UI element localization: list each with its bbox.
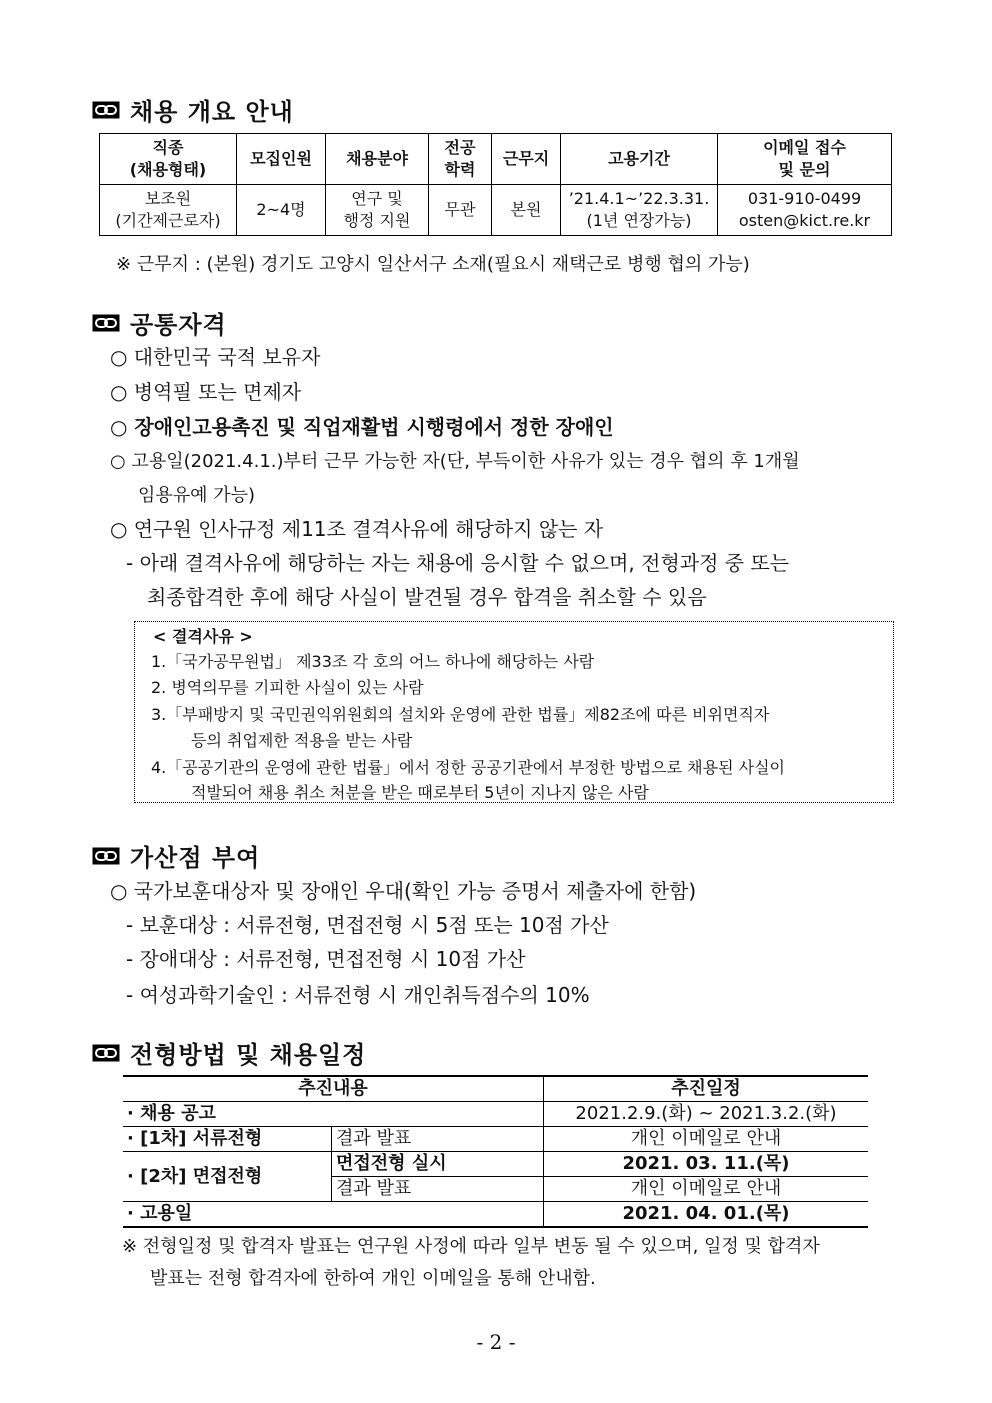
header-contact: 이메일 접수 및 문의 xyxy=(718,134,892,185)
header-location: 근무지 xyxy=(492,134,561,185)
cell-contact: 031-910-0499 osten@kict.re.kr xyxy=(718,185,892,236)
qual-item-cont: 임용유예 가능) xyxy=(138,485,256,506)
schedule-row-sub: 결과 발표 xyxy=(332,1177,544,1202)
bonus-subitem: - 보훈대상 : 서류전형, 면접전형 시 5점 또는 10점 가산 xyxy=(126,913,609,937)
box-line: 4.「공공기관의 운영에 관한 법률」에서 정한 공공기관에서 부정한 방법으로 채용된 사실이 xyxy=(151,758,785,777)
cell-major: 무관 xyxy=(429,185,492,236)
qual-subitem-cont: 최종합격한 후에 해당 사실이 발견될 경우 합격을 취소할 수 있음 xyxy=(147,585,707,609)
link-icon xyxy=(92,314,120,332)
overview-note: ※ 근무지 : (본원) 경기도 고양시 일산서구 소재(필요시 재택근로 병행 협의 가능) xyxy=(116,254,750,275)
link-icon xyxy=(92,1044,120,1062)
qual-item: ○ 병역필 또는 면제자 xyxy=(110,380,302,404)
schedule-row-date: 2021. 03. 11.(목) xyxy=(544,1152,869,1177)
header-count: 모집인원 xyxy=(237,134,326,185)
overview-table xyxy=(99,133,892,236)
bonus-subitem: - 여성과학기술인 : 서류전형 시 개인취득점수의 10% xyxy=(126,983,590,1007)
qual-item: ○ 장애인고용촉진 및 직업재활법 시행령에서 정한 장애인 xyxy=(110,415,614,439)
box-title: < 결격사유 > xyxy=(153,627,253,646)
schedule-header-content: 추진내용 xyxy=(123,1076,544,1102)
link-icon xyxy=(92,847,120,865)
cell-period: ’21.4.1~’22.3.31. (1년 연장가능) xyxy=(561,185,718,236)
bonus-item: ○ 국가보훈대상자 및 장애인 우대(확인 가능 증명서 제출자에 한함) xyxy=(110,879,697,903)
link-icon xyxy=(92,101,120,119)
cell-count: 2~4명 xyxy=(237,185,326,236)
section-qualifications-heading: 공통자격 xyxy=(92,305,227,340)
bonus-subitem: - 장애대상 : 서류전형, 면접전형 시 10점 가산 xyxy=(126,947,526,971)
header-period: 고용기간 xyxy=(561,134,718,185)
schedule-row-date: 개인 이메일로 안내 xyxy=(544,1177,869,1202)
qual-item: ○ 연구원 인사규정 제11조 결격사유에 해당하지 않는 자 xyxy=(110,517,604,541)
qual-subitem: - 아래 결격사유에 해당하는 자는 채용에 응시할 수 없으며, 전형과정 중 또는 xyxy=(126,551,790,575)
schedule-row-date: 개인 이메일로 안내 xyxy=(544,1127,869,1152)
schedule-row-label: · 채용 공고 xyxy=(123,1102,544,1127)
schedule-row-sub: 결과 발표 xyxy=(332,1127,544,1152)
header-major: 전공 학력 xyxy=(429,134,492,185)
section-schedule-heading: 전형방법 및 채용일정 xyxy=(92,1035,366,1070)
schedule-row-label: · 고용일 xyxy=(123,1202,544,1228)
header-field: 채용분야 xyxy=(326,134,429,185)
section-bonus-heading: 가산점 부여 xyxy=(92,838,260,873)
cell-field: 연구 및 행정 지원 xyxy=(326,185,429,236)
schedule-row-date: 2021.2.9.(화) ~ 2021.3.2.(화) xyxy=(544,1102,869,1127)
box-line: 3.「부패방지 및 국민권익위원회의 설치와 운영에 관한 법률」제82조에 따른 비위면직자 xyxy=(151,705,770,724)
section-overview-heading: 채용 개요 안내 xyxy=(92,92,294,127)
schedule-note-cont: 발표는 전형 합격자에 한하여 개인 이메일을 통해 안내함. xyxy=(150,1268,596,1289)
cell-job: 보조원 (기간제근로자) xyxy=(100,185,237,236)
schedule-header-date: 추진일정 xyxy=(544,1076,869,1102)
schedule-note: ※ 전형일정 및 합격자 발표는 연구원 사정에 따라 일부 변동 될 수 있으며, 일정 및 합격자 xyxy=(122,1236,820,1257)
schedule-row-label: · [2차] 면접전형 xyxy=(123,1152,332,1202)
qual-item: ○ 고용일(2021.4.1.)부터 근무 가능한 자(단, 부득이한 사유가 있는 경우 협의 후 1개월 xyxy=(110,451,800,472)
schedule-row-sub: 면접전형 실시 xyxy=(332,1152,544,1177)
schedule-row-label: · [1차] 서류전형 xyxy=(123,1127,332,1152)
box-line: 1.「국가공무원법」 제33조 각 호의 어느 하나에 해당하는 사람 xyxy=(151,652,595,671)
qual-item: ○ 대한민국 국적 보유자 xyxy=(110,345,321,369)
box-line: 등의 취업제한 적용을 받는 사람 xyxy=(191,731,413,750)
page-number: - 2 - xyxy=(476,1330,516,1354)
schedule-row-date: 2021. 04. 01.(목) xyxy=(544,1202,869,1228)
box-line: 적발되어 채용 취소 처분을 받은 때로부터 5년이 지나지 않은 사람 xyxy=(191,783,649,802)
disqualification-box xyxy=(134,621,894,803)
cell-location: 본원 xyxy=(492,185,561,236)
box-line: 2. 병역의무를 기피한 사실이 있는 사람 xyxy=(151,678,424,697)
header-job: 직종 (채용형태) xyxy=(100,134,237,185)
schedule-table xyxy=(123,1075,868,1228)
